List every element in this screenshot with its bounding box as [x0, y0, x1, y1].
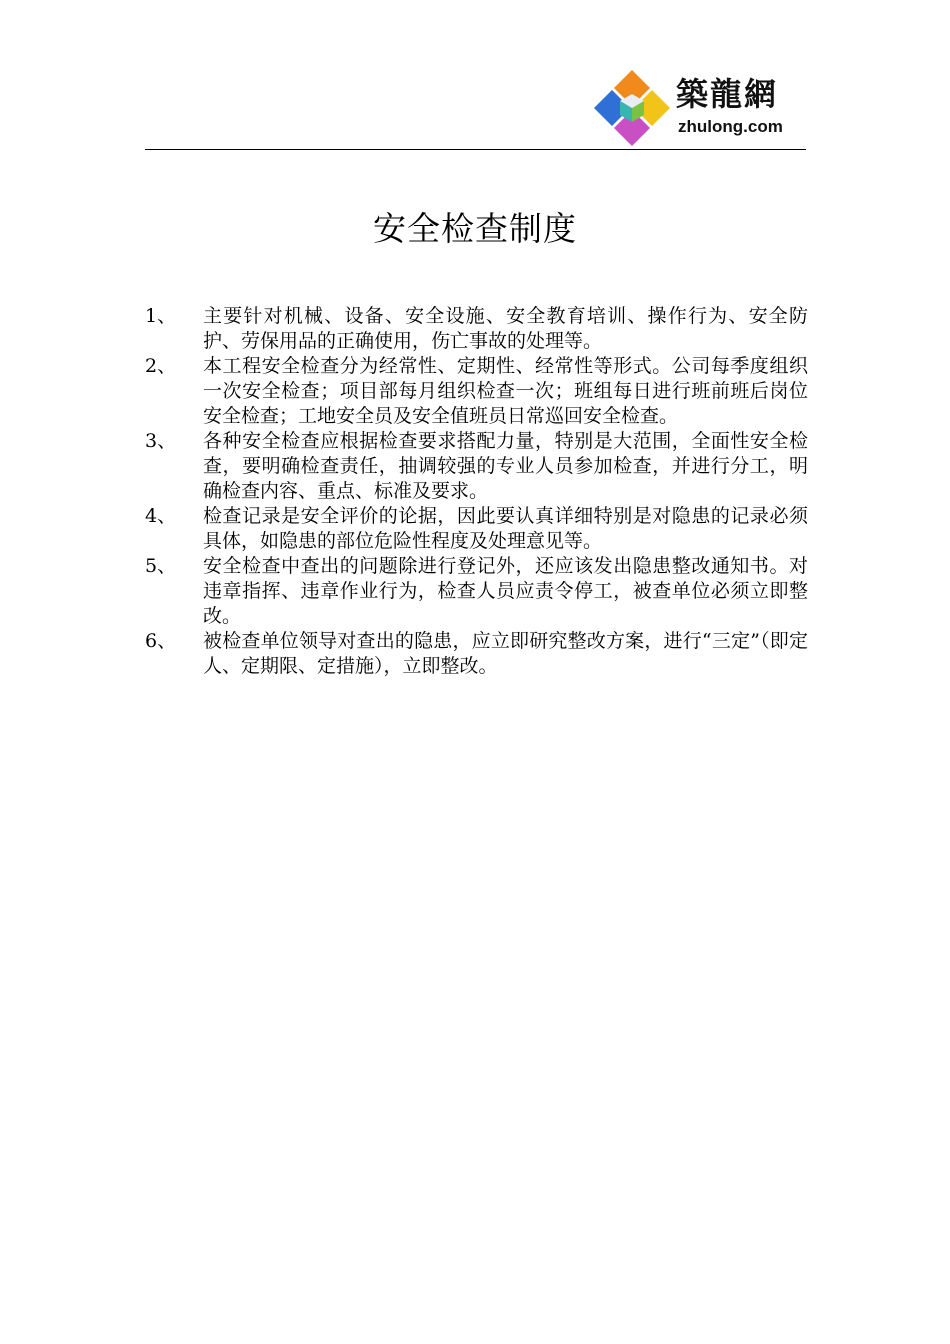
- item-number: 2、: [145, 355, 177, 377]
- logo-chinese-name: 築龍網: [676, 75, 779, 113]
- logo-domain: zhulong.com: [678, 117, 783, 136]
- list-item: [145, 304, 808, 354]
- item-number: 3、: [145, 430, 177, 452]
- item-text: 检查记录是安全评价的论据，因此要认真详细特别是对隐患的记录必须具体，如隐患的部位危险性程度及处理意见等。: [203, 505, 808, 552]
- item-number: 6、: [145, 630, 177, 652]
- list-item: [145, 504, 808, 554]
- list-item: [145, 429, 808, 504]
- zhulong-logo[interactable]: [592, 66, 808, 148]
- regulation-list: [145, 304, 808, 679]
- item-text: 各种安全检查应根据检查要求搭配力量，特别是大范围，全面性安全检查，要明确检查责任，抽调较强的专业人员参加检查，并进行分工，明确检查内容、重点、标准及要求。: [203, 430, 808, 502]
- list-item: [145, 554, 808, 629]
- item-text: 本工程安全检查分为经常性、定期性、经常性等形式。公司每季度组织一次安全检查；项目部每月组织检查一次；班组每日进行班前班后岗位安全检查；工地安全员及安全值班员日常巡回安全检查。: [203, 355, 808, 427]
- item-number: 4、: [145, 505, 177, 527]
- item-number: 1、: [145, 305, 177, 327]
- item-number: 5、: [145, 555, 177, 577]
- list-item: [145, 629, 808, 679]
- document-title: 安全检查制度: [373, 209, 577, 248]
- item-text: 主要针对机械、设备、安全设施、安全教育培训、操作行为、安全防护、劳保用品的正确使用，伤亡事故的处理等。: [203, 305, 808, 352]
- item-text: 被检查单位领导对查出的隐患，应立即研究整改方案，进行“三定”（即定人、定期限、定措施），立即整改。: [203, 630, 808, 677]
- list-item: [145, 354, 808, 429]
- header-divider: [145, 149, 806, 150]
- item-text: 安全检查中查出的问题除进行登记外，还应该发出隐患整改通知书。对违章指挥、违章作业行为，检查人员应责令停工，被查单位必须立即整改。: [203, 555, 808, 627]
- zhulong-logo-mark-icon: [592, 68, 672, 148]
